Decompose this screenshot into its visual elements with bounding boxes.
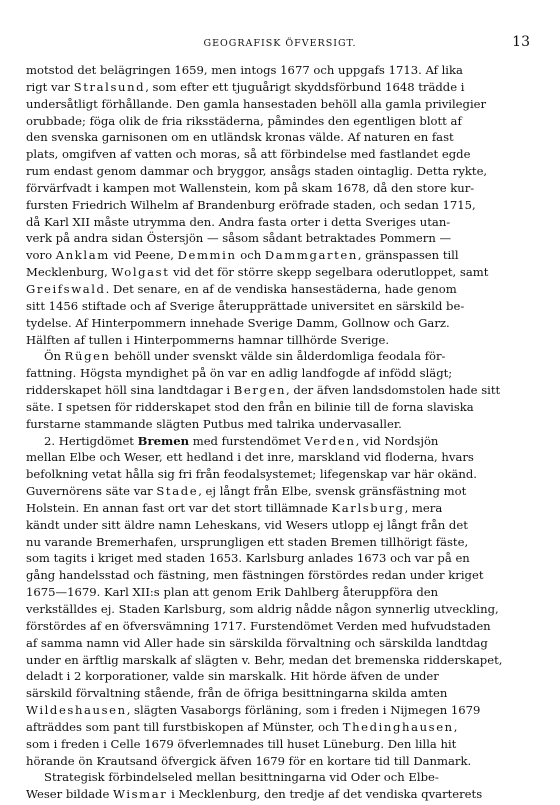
text-run: undersåtligt förhållande. Den gamla hansestaden behöll alla gamla privilegier [26,96,487,111]
text-run: voro [26,248,56,263]
text-run: den svenska garnisonen om en utländsk kronas välde. Af naturen en fast [26,130,454,145]
text-run: Guvernörens säte var [26,484,157,499]
text-line [26,180,534,197]
text-run: 1675—1679. Karl XII:s plan att genom Erik Dahlberg återuppföra den [26,585,439,600]
text-run: afträddes som pant till furstbiskopen af Münster, och [26,719,343,734]
text-run: vid Peene, [109,248,178,263]
text-run: deladt i 2 korporationer, valde sin marskalk. Hit hörde äfven de under [26,669,439,684]
text-line [26,365,534,382]
text-run: Weser bildade [26,787,114,802]
text-run: , som efter ett tjuguårigt skyddsförbund 1648 trädde i [145,79,465,94]
text-line [26,635,534,652]
text-run: sitt 1456 stiftade och af Sverige återupprättade universitet en särskild be- [26,298,465,313]
text-line [26,601,534,618]
text-line [26,129,534,146]
text-run: , ej långt från Elbe, svensk gränsfästning mot [198,484,467,499]
text-run: rum endast genom dammar och bryggor, ansågs staden ointaglig. Detta rykte, [26,164,488,179]
text-line [26,382,534,399]
text-line [26,567,534,584]
text-run: Mecklenburg, [26,265,112,280]
text-run: af samma namn vid Aller hade sin särskilda förvaltning och särskilda landtdag [26,635,488,650]
text-run: orubbade; föga olik de fria riksstäderna, påmindes den egentligen blott af [26,113,462,128]
text-line [26,146,534,163]
text-line [26,433,534,450]
text-run: , mera [404,500,443,515]
text-run: ridderskapet höll sina landtdagar i [26,383,234,398]
page-number: 13 [512,34,530,50]
text-run: , gränspassen till [357,248,459,263]
text-line [26,668,534,685]
text-line [26,550,534,567]
text-run: förvärfvadt i kampen mot Wallenstein, kom på skam 1678, då den store kur- [26,180,475,195]
text-run: som i freden i Celle 1679 öfverlemnades till huset Lüneburg. Den lilla hit [26,736,457,751]
text-line [26,264,534,281]
text-line [26,618,534,635]
running-head: GEOGRAFISK ÖFVERSIGT. [203,38,357,49]
text-line [26,247,534,264]
text-line [26,79,534,96]
bold-name: Bremen [137,433,190,448]
text-run: nu varande Bremerhafen, ursprungligen ett staden Bremen tillhörigt fäste, [26,534,469,549]
spaced-name: Demmin [177,248,237,263]
text-line [26,769,534,786]
text-line [26,719,534,736]
text-run: kändt under sitt äldre namn Leheskans, vid Wesers utlopp ej långt från det [26,517,468,532]
spaced-name: Anklam [55,248,110,263]
text-line [26,449,534,466]
text-line [26,685,534,702]
text-line [26,163,534,180]
text-run: förstördes af en öfversvämning 1717. Furstendömet Verden med hufvudstaden [26,618,491,633]
text-run: , der äfven landsdomstolen hade sitt [286,383,501,398]
text-line [26,736,534,753]
text-run: och [236,248,265,263]
text-run: mellan Elbe och Weser, ett hedland i det inre, marskland vid floderna, hvars [26,450,474,465]
text-run: , [453,719,458,734]
text-run: verk på andra sidan Östersjön — såsom sådant betraktades Pommern — [26,231,452,246]
text-line [26,652,534,669]
text-run: . Det senare, en af de vendiska hansestäderna, hade genom [105,281,457,296]
text-run: vid det för större skepp segelbara oderutloppet, samt [169,265,489,280]
text-run: säte. I spetsen för ridderskapet stod den från en bilinie till de forna slaviska [26,399,474,414]
text-run: tydelse. Af Hinterpommern innehade Sverige Damm, Gollnow och Garz. [26,315,450,330]
spaced-name: Verden [304,433,356,448]
text-line [26,281,534,298]
text-line [26,399,534,416]
text-run: då Karl XII måste utrymma den. Andra fasta orter i detta Sveriges utan- [26,214,451,229]
text-run: fattning. Högsta myndighet på ön var en adlig landfogde af infödd slägt; [26,366,453,381]
text-run: särskild förvaltning stående, från de öfriga besittningarna skilda amten [26,686,448,701]
spaced-name: Stralsund [73,79,146,94]
text-line [26,753,534,770]
text-line [26,113,534,130]
text-line [26,416,534,433]
text-run: som tagits i kriget med staden 1653. Karlsburg anlades 1673 och var på en [26,551,470,566]
text-line [26,315,534,332]
text-line [26,517,534,534]
text-line [26,584,534,601]
spaced-name: Karlsburg [331,500,405,515]
text-run: Strategisk förbindelseled mellan besittningarna vid Oder och Elbe- [44,770,439,785]
text-line [26,197,534,214]
spaced-name: Rügen [64,349,111,364]
text-run: furstarne stammande slägten Putbus med talrika undervasaller. [26,416,402,431]
text-line [26,96,534,113]
text-run: , slägten Vasaborgs förläning, som i freden i Nijmegen 1679 [126,703,481,718]
spaced-name: Wismar [113,787,168,802]
text-run: 2. Hertigdömet [44,433,138,448]
spaced-name: Stade [156,484,199,499]
text-run: fursten Friedrich Wilhelm af Brandenburg eröfrade staden, och sedan 1715, [26,197,476,212]
text-run: Ön [44,349,65,364]
text-line [26,483,534,500]
text-run: Holstein. En annan fast ort var det stort tillämnade [26,500,332,515]
text-run: rigt var [26,79,74,94]
text-run: befolkning vetat hålla sig fri från feodalsystemet; lifegenskap var här okänd. [26,467,477,482]
spaced-name: Dammgarten [264,248,358,263]
text-line [26,214,534,231]
text-run: , vid Nordsjön [355,433,439,448]
text-line [26,466,534,483]
text-line [26,534,534,551]
text-line [26,786,534,803]
text-run: hörande ön Krautsand öfvergick äfven 1679 för en kortare tid till Danmark. [26,753,472,768]
text-line [26,298,534,315]
text-run: plats, omgifven af vatten och moras, så att förbindelse med fastlandet egde [26,147,471,162]
text-line [26,62,534,79]
spaced-name: Bergen [233,383,287,398]
text-run: under en ärftlig marskalk af slägten v. Behr, medan det bremenska ridderskapet, [26,652,503,667]
text-line [26,332,534,349]
body-text [26,62,534,803]
text-run: gång handelsstad och fästning, men fästningen förstördes redan under kriget [26,568,484,583]
text-run: verkställdes ej. Staden Karlsburg, som aldrig nådde någon synnerlig utveckling, [26,602,499,616]
text-line [26,500,534,517]
spaced-name: Greifswald [26,281,106,296]
text-line [26,702,534,719]
text-run: med furstendömet [189,433,305,448]
spaced-name: Wolgast [111,265,170,280]
text-line [26,348,534,365]
text-run: behöll under svenskt välde sin ålderdomliga feodala för- [110,349,446,364]
text-line [26,230,534,247]
text-run: motstod det belägringen 1659, men intogs 1677 och uppgafs 1713. Af lika [26,63,463,77]
page-header [26,34,534,54]
spaced-name: Wildeshausen [26,703,127,718]
spaced-name: Thedinghausen [342,719,454,734]
text-run: Hälften af tullen i Hinterpommerns hamnar tillhörde Sverige. [26,332,390,347]
text-run: i Mecklenburg, den tredje af det vendiska qvarterets [167,787,483,802]
